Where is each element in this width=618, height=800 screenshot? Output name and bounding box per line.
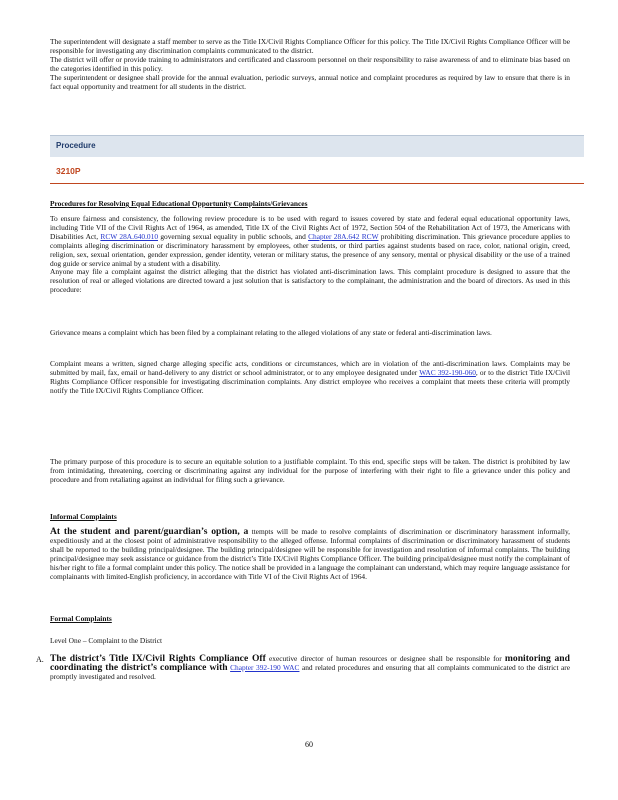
item-marker: A.	[36, 655, 44, 664]
item-a-text-1: executive director of human resources or designee shall be responsible for	[265, 654, 502, 663]
procedures-heading: Procedures for Resolving Equal Educational Opportunity Complaints/Grievances	[50, 199, 308, 208]
policy-code: 3210P	[56, 166, 81, 176]
section-title: Procedure	[56, 141, 96, 150]
intro-section	[50, 38, 570, 91]
procedure-header-bar	[50, 135, 584, 157]
purpose-paragraph: The primary purpose of this procedure is to secure an equitable solution to a justifiable complaint. To this end, specific steps will be taken. The district is prohibited by law from intimidating, threatening, coercing or discriminating against any individual for the purpose of interfering with their right to file a grievance under this policy and procedure and from retaliating against an individual for filing such a grievance.	[50, 457, 570, 484]
procedures-paragraph-1	[50, 215, 570, 295]
intro-paragraph-3: The superintendent or designee shall provide for the annual evaluation, periodic surveys, annual notice and complaint procedures as required by law to ensure that there is in fact equal opportunity and treatment for all students in the district.	[50, 72, 570, 91]
proc-text-a: To ensure fairness and consistency, the following review procedure is to be used with regard to issues covered by state and federal equal educational opportunity laws, including Title VII of the Civil Rights Act of 1964, as amended, Title IX of the Civil Rights Act of 1972, Section 504 of the Rehabilitation Act of 1973, the Americans with Disabilities Act,	[50, 214, 570, 241]
informal-text: ttempts will be made to resolve complaints of discrimination or discriminatory harassment informally, expeditiously and at the closest point of administrative responsibility to the alleged offense. Informal complaints of discrimination or discriminatory harassment of students shall be reported to the building principal/designee. The building principal/designee will be responsible for investigation and resolution of informal complaints. The building principal/designee may seek assistance or guidance from the district’s Title IX/Civil Rights Compliance Officer. The building principal/designee must notify the complainant of his/her right to file a formal complaint under this policy. The notice shall be provided in a language the complainant can understand, which may require language assistance for complainants with limited-English proficiency, in accordance with Title VI of the Civil Rights Act of 1964.	[50, 527, 571, 581]
section-divider	[50, 183, 584, 184]
informal-lead: At the student and parent/guardian’s option, a	[50, 526, 249, 537]
procedures-paragraph-2: Anyone may file a complaint against the district alleging that the district has violated anti-discrimination laws. This complaint procedure is designed to assure that the resolution of real or alleged violations are directed toward a just solution that is satisfactory to the complainant, the administration and the board of directors. As used in this procedure:	[50, 267, 570, 295]
item-a-paragraph	[50, 655, 570, 682]
item-a-lead-2: monitoring and coordinating the district’s compliance with	[50, 653, 570, 673]
rcw-link[interactable]: RCW 28A.640.010	[100, 231, 159, 241]
item-a-text-2: and related procedures and ensuring that all complaints communicated to the district are promptly investigated and resolved.	[50, 662, 571, 681]
intro-paragraph-2: The district will offer or provide training to administrators and certificated and classroom personnel on their responsibility to raise awareness of and to eliminate bias based on the categories identified in this policy.	[50, 54, 570, 73]
formal-heading: Formal Complaints	[50, 614, 112, 623]
informal-paragraph	[50, 528, 570, 581]
complaint-text-b: , or to the district Title IX/Civil Rights Compliance Officer responsible for investigating discrimination complaints. Any district employee who receives a complaint that meets these criteria will promptly notify the Title IX/Civil Rights Compliance Officer.	[50, 367, 571, 395]
proc-text-c: prohibiting discrimination. This grievance procedure applies to complaints alleging discrimination or discriminatory harassment by employees, other students, or third parties against students based on race, color, national origin, creed, religion, sex, sexual orientation, gender expression, gender identity, veteran or military status, the presence of any sensory, mental or physical disability or the use of a trained dog guide or service animal by a student with a disability.	[50, 231, 570, 268]
complaint-text-a: Complaint means a written, signed charge alleging specific acts, conditions or circumstances, which are in violation of the anti-discrimination laws. Complaints may be submitted by mail, fax, email or hand-delivery to any district or school administrator, or to any employee designated under	[50, 359, 570, 377]
chapter-wac-link[interactable]: Chapter 392-190 WAC	[230, 662, 300, 672]
grievance-definition: Grievance means a complaint which has been filed by a complainant relating to the alleged violations of any state or federal anti-discrimination laws.	[50, 328, 492, 337]
chapter-rcw-link[interactable]: Chapter 28A.642 RCW	[308, 231, 379, 241]
item-a-lead: The district’s Title IX/Civil Rights Compliance Off	[50, 653, 266, 664]
level-one-heading: Level One – Complaint to the District	[50, 636, 163, 645]
proc-text-b: governing sexual equality in public schools, and	[158, 231, 309, 241]
intro-paragraph-1: The superintendent will designate a staff member to serve as the Title IX/Civil Rights Compliance Officer for this policy. The Title IX/Civil Rights Compliance Officer will be responsible for investigating any discrimination complaints communicated to the district.	[50, 37, 570, 55]
informal-heading: Informal Complaints	[50, 512, 117, 521]
wac-link[interactable]: WAC 392-190-060	[419, 367, 476, 377]
page-number: 60	[305, 740, 313, 749]
complaint-definition	[50, 360, 570, 396]
